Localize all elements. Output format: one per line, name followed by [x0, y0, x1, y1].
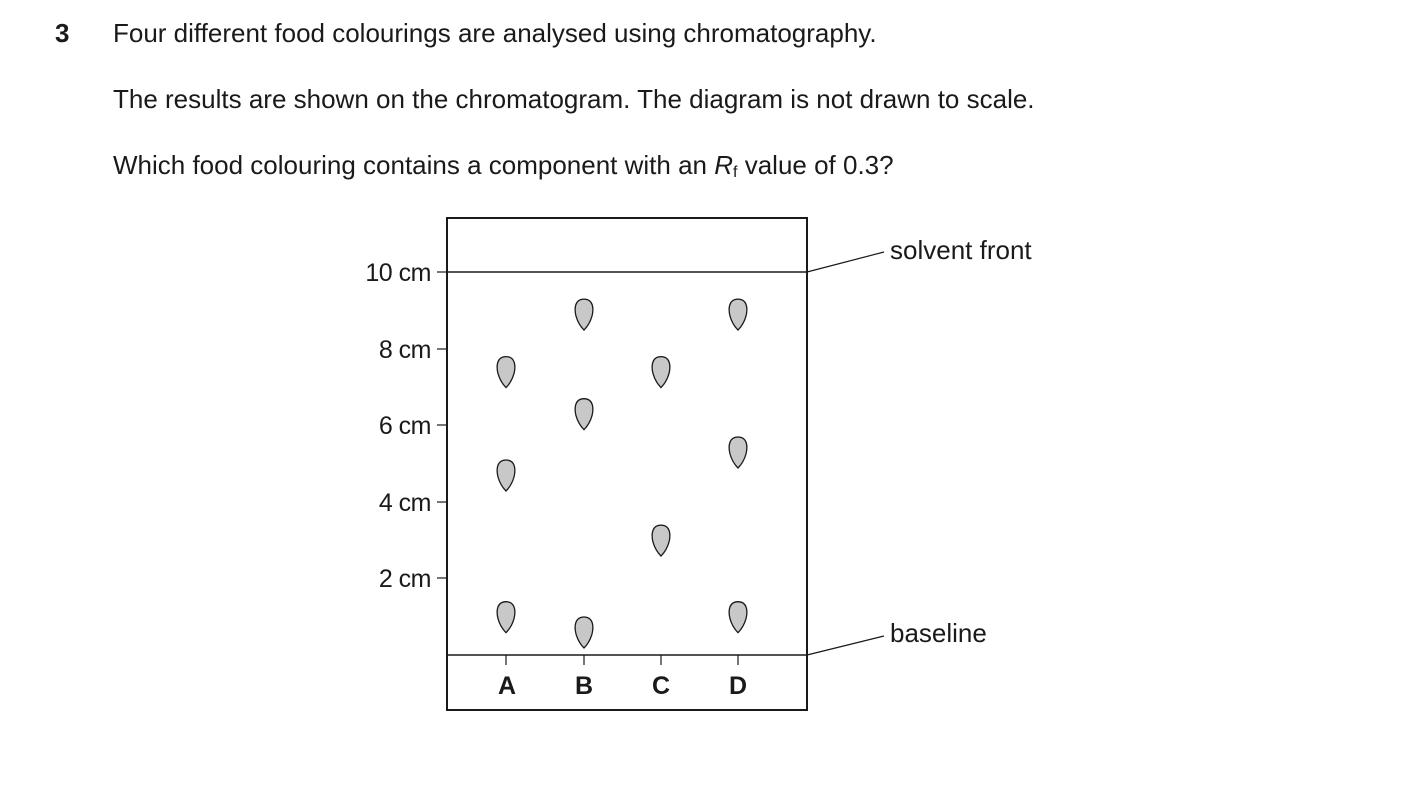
rf-subscript: f [733, 164, 738, 181]
rf-symbol: R [714, 150, 734, 180]
spot-d-1 [729, 602, 747, 633]
axis-label: 6 cm [378, 412, 431, 440]
spot-a-2 [497, 460, 515, 491]
lane-label-a: A [497, 672, 517, 700]
spot-c-1 [652, 525, 670, 556]
spot-d-3 [729, 299, 747, 330]
lane-label-d: D [728, 672, 748, 700]
spot-d-2 [729, 437, 747, 468]
solvent-front-label: solvent front [890, 235, 1032, 265]
lane-markers [498, 655, 747, 700]
spots-layer [497, 299, 747, 648]
axis-label: 8 cm [378, 336, 431, 364]
spot-b-2 [575, 399, 593, 430]
axis-scale [365, 259, 447, 593]
baseline-leader [807, 636, 884, 655]
solvent-front-leader [807, 252, 884, 272]
spot-a-1 [497, 602, 515, 633]
lane-label-c: C [651, 672, 671, 700]
question-line-2: The results are shown on the chromatogram. The diagram is not drawn to scale. [113, 84, 1035, 114]
spot-b-1 [575, 617, 593, 648]
spot-a-3 [497, 357, 515, 388]
question-line-3-end: value of 0.3? [737, 150, 894, 180]
question-number: 3 [55, 18, 70, 48]
question-line-3-start: Which food colouring contains a component with an [113, 150, 715, 180]
spot-c-2 [652, 357, 670, 388]
baseline-label: baseline [890, 618, 987, 648]
axis-label: 2 cm [378, 565, 431, 593]
spot-b-3 [575, 299, 593, 330]
axis-label: 4 cm [378, 489, 431, 517]
question-line-1: Four different food colourings are analysed using chromatography. [113, 18, 877, 48]
axis-label: 10 cm [365, 259, 431, 287]
lane-label-b: B [574, 672, 594, 700]
